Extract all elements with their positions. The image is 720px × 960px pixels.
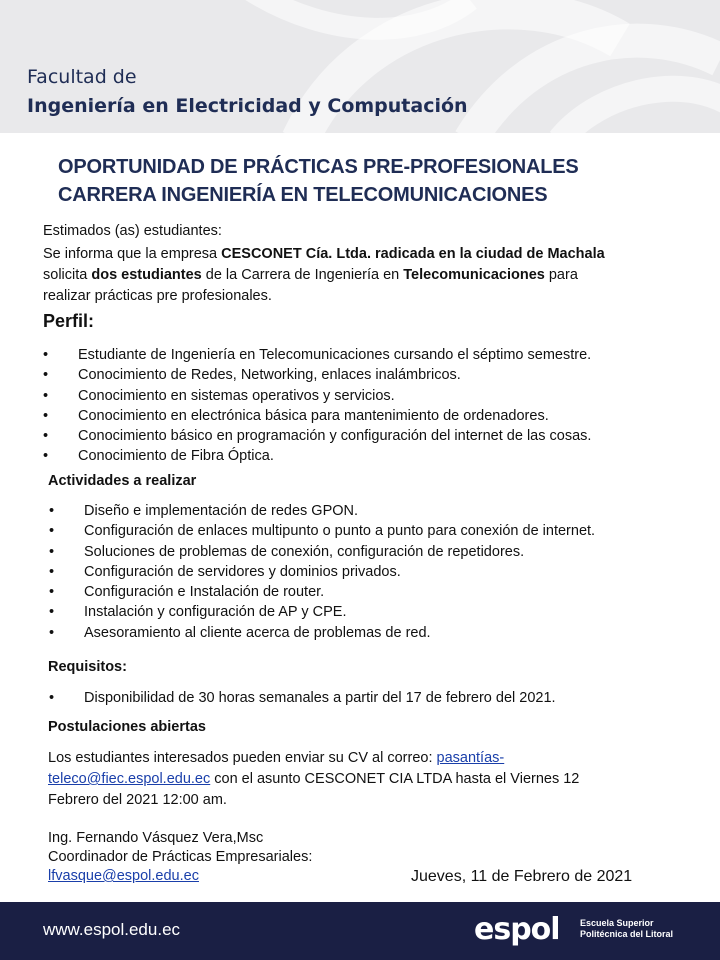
requisito-item-text: Disponibilidad de 30 horas semanales a partir del 17 de febrero del 2021. bbox=[84, 690, 556, 706]
intro-paragraph bbox=[43, 244, 675, 307]
actividad-item-text: Instalación y configuración de AP y CPE. bbox=[84, 604, 347, 621]
greeting: Estimados (as) estudiantes: bbox=[43, 223, 222, 239]
bullet-icon: • bbox=[49, 604, 55, 621]
perfil-item-text: Conocimiento de Fibra Óptica. bbox=[78, 448, 274, 465]
bullet-icon: • bbox=[49, 543, 55, 560]
bullet-icon: • bbox=[49, 624, 55, 641]
signature-name: Ing. Fernando Vásquez Vera,Msc bbox=[48, 830, 264, 846]
signature-email-link[interactable]: lfvasque@espol.edu.ec bbox=[48, 868, 199, 884]
faculty-name: Ingeniería en Electricidad y Computación bbox=[27, 95, 468, 117]
bullet-icon: • bbox=[43, 428, 49, 445]
intro-text: de la Carrera de Ingeniería en bbox=[201, 267, 404, 283]
page-title-line-2: CARRERA INGENIERÍA EN TELECOMUNICACIONES bbox=[58, 184, 548, 206]
perfil-heading: Perfil: bbox=[43, 311, 95, 331]
postulaciones-deadline: Febrero del 2021 12:00 am. bbox=[48, 792, 227, 808]
postulaciones-paragraph bbox=[48, 748, 658, 811]
bullet-icon: • bbox=[43, 367, 49, 384]
intro-text: para bbox=[544, 267, 578, 283]
bullet-icon: • bbox=[43, 347, 49, 363]
career-name: Telecomunicaciones bbox=[403, 267, 545, 283]
actividades-heading: Actividades a realizar bbox=[48, 473, 197, 489]
bullet-icon: • bbox=[43, 407, 49, 424]
intro-text: solicita bbox=[43, 267, 92, 283]
bullet-icon: • bbox=[49, 503, 55, 519]
document-date: Jueves, 11 de Febrero de 2021 bbox=[411, 868, 633, 885]
bullet-icon: • bbox=[43, 387, 49, 404]
postulaciones-text: con el asunto CESCONET CIA LTDA hasta el Viernes 12 bbox=[210, 771, 580, 787]
email-part: teleco@fiec.espol.edu.ec bbox=[48, 771, 211, 787]
bullet-icon: • bbox=[49, 523, 55, 540]
header-banner bbox=[0, 0, 720, 133]
signature-role: Coordinador de Prácticas Empresariales: bbox=[48, 849, 313, 865]
students-count: dos estudiantes bbox=[91, 267, 202, 283]
perfil-item-text: Conocimiento básico en programación y configuración del internet de las cosas. bbox=[78, 428, 592, 445]
institution-line-1: Escuela Superior bbox=[580, 918, 654, 928]
page-title-line-1: OPORTUNIDAD DE PRÁCTICAS PRE-PROFESIONALES bbox=[58, 156, 579, 178]
actividad-item-text: Configuración de enlaces multipunto o punto a punto para conexión de internet. bbox=[84, 523, 596, 540]
bullet-icon: • bbox=[49, 690, 55, 706]
faculty-label: Facultad de bbox=[27, 66, 137, 88]
actividad-item-text: Configuración de servidores y dominios privados. bbox=[84, 563, 401, 580]
footer-bar bbox=[0, 902, 720, 960]
intro-text: realizar prácticas pre profesionales. bbox=[43, 288, 272, 304]
postulaciones-heading: Postulaciones abiertas bbox=[48, 719, 206, 735]
actividad-item-text: Asesoramiento al cliente acerca de problemas de red. bbox=[84, 624, 431, 641]
espol-logo: espol bbox=[474, 912, 560, 947]
actividad-item-text: Soluciones de problemas de conexión, configuración de repetidores. bbox=[84, 543, 525, 560]
email-part: pasantías- bbox=[436, 750, 505, 766]
signature-block bbox=[48, 829, 312, 886]
perfil-item-text: Conocimiento de Redes, Networking, enlaces inalámbricos. bbox=[78, 367, 461, 384]
bullet-icon: • bbox=[49, 563, 55, 580]
postulaciones-text: Los estudiantes interesados pueden enviar su CV al correo: bbox=[48, 750, 437, 766]
website-link[interactable]: www.espol.edu.ec bbox=[43, 920, 181, 939]
bullet-icon: • bbox=[43, 448, 49, 465]
company-name: CESCONET Cía. Ltda. radicada en la ciudad de Machala bbox=[221, 246, 605, 262]
actividad-item-text: Configuración e Instalación de router. bbox=[84, 584, 325, 601]
actividad-item-text: Diseño e implementación de redes GPON. bbox=[84, 503, 359, 519]
perfil-item-text: Conocimiento en sistemas operativos y servicios. bbox=[78, 387, 395, 404]
intro-text: Se informa que la empresa bbox=[43, 246, 222, 262]
bullet-icon: • bbox=[49, 584, 55, 601]
perfil-item-text: Estudiante de Ingeniería en Telecomunicaciones cursando el séptimo semestre. bbox=[78, 347, 592, 363]
perfil-item-text: Conocimiento en electrónica básica para mantenimiento de ordenadores. bbox=[78, 407, 549, 424]
institution-line-2: Politécnica del Litoral bbox=[580, 929, 674, 939]
institution-name bbox=[580, 918, 673, 940]
requisitos-heading: Requisitos: bbox=[48, 659, 127, 675]
